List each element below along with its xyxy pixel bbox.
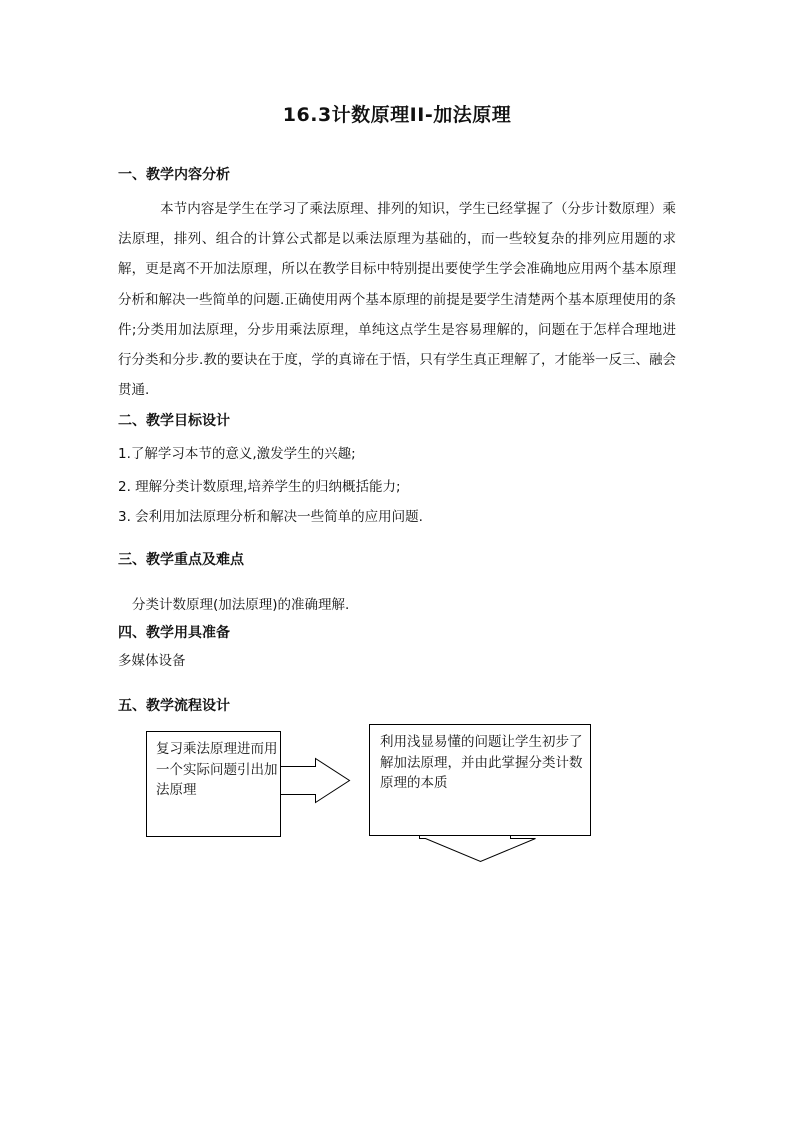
content-analysis-text: 本节内容是学生在学习了乘法原理、排列的知识，学生已经掌握了（分步计数原理）乘法原理，排列、组合的计算公式都是以乘法原理为基础的，而一些较复杂的排列应用题的求解，更是离不开加法原理，所以在教学目标中特别提出要使学生学会准确地应用两个基本原理分析和解决一些简单的问题.正确使用两个基本原理的前提是要学生清楚两个基本原理使用的条件;分类用加法原理，分步用乘法原理，单纯这点学生是容易理解的，问题在于怎样合理地进行分类和分步.教的要诀在于度，学的真谛在于悟，只有学生真正理解了，才能举一反三、融会贯通. bbox=[118, 201, 676, 399]
down-arrow bbox=[420, 836, 536, 862]
document-title: 16.3计数原理II-加法原理 bbox=[282, 104, 512, 126]
objective-item-1: 1.了解学习本节的意义,激发学生的兴趣; bbox=[118, 446, 356, 462]
teaching-tools-text: 多媒体设备 bbox=[118, 653, 186, 669]
flow-box-1-text: 复习乘法原理进而用一个实际问题引出加法原理 bbox=[156, 741, 278, 798]
section-heading-content-analysis: 一、教学内容分析 bbox=[118, 167, 230, 183]
section-heading-teaching-tools: 四、教学用具准备 bbox=[118, 625, 230, 641]
section-heading-objectives: 二、教学目标设计 bbox=[118, 413, 230, 429]
section-heading-key-points: 三、教学重点及难点 bbox=[118, 552, 244, 568]
flow-box-2-text: 利用浅显易懂的问题让学生初步了解加法原理，并由此掌握分类计数原理的本质 bbox=[380, 734, 583, 791]
objective-item-2: 2. 理解分类计数原理,培养学生的归纳概括能力; bbox=[118, 479, 401, 495]
right-arrow bbox=[281, 759, 350, 803]
objective-item-3: 3. 会利用加法原理分析和解决一些简单的应用问题. bbox=[118, 509, 423, 525]
content-analysis-paragraph bbox=[118, 194, 676, 405]
key-points-text: 分类计数原理(加法原理)的准确理解. bbox=[132, 597, 350, 613]
section-heading-process-design: 五、教学流程设计 bbox=[118, 698, 230, 714]
